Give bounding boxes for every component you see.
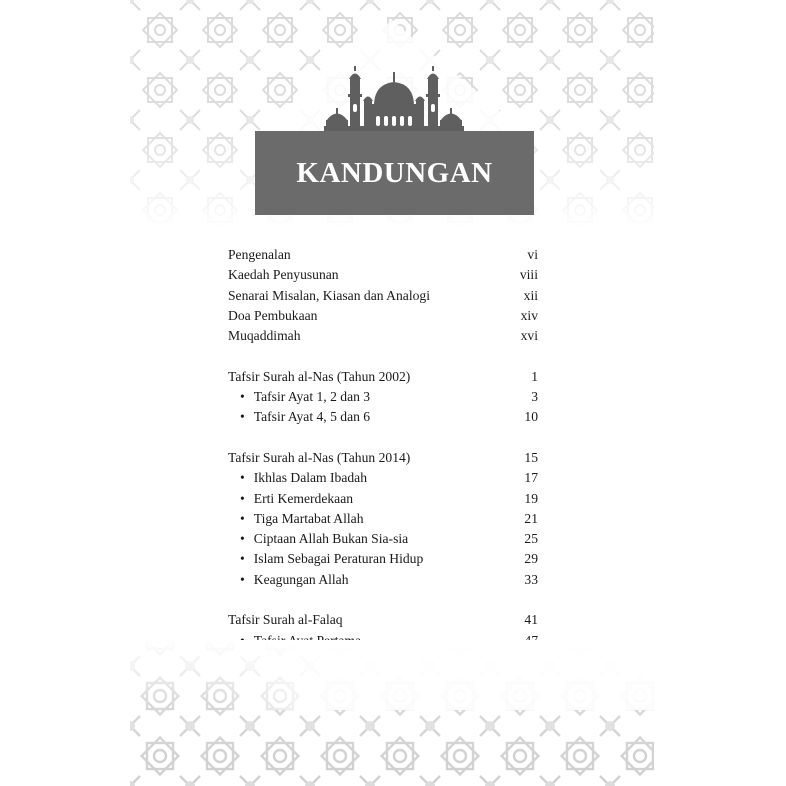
toc-subitem[interactable] [228,468,538,488]
toc-page-number: vi [527,247,538,262]
toc-section-entry[interactable] [228,367,538,387]
bullet-icon: • [240,389,245,405]
toc-page-number: 3 [531,389,538,405]
toc-entry[interactable] [228,245,538,265]
bullet-icon: • [240,510,245,526]
mosque-icon [324,64,464,136]
toc-entry-label: Pengenalan [228,247,291,262]
toc-page-number: 33 [524,571,538,587]
toc-item-label: Tafsir Ayat 1, 2 dan 3 [253,389,371,405]
toc-subitem[interactable] [228,509,538,529]
toc-entry-label: Doa Pembukaan [228,307,318,323]
bullet-icon: • [240,490,245,506]
toc-entry-label: Tafsir Surah al-Falaq [228,612,343,628]
toc-entry[interactable] [228,326,538,346]
toc-page-number: 17 [524,470,538,486]
toc-entry[interactable] [228,306,538,326]
title-banner [255,131,534,215]
toc-entry[interactable] [228,286,538,306]
toc-spacer [228,590,538,610]
table-of-contents [228,245,538,692]
toc-item-label-group [240,549,423,569]
toc-item-label-group [240,489,353,509]
toc-item-label: Erti Kemerdekaan [253,490,354,506]
toc-page-number: xvi [520,328,538,344]
toc-entry-label: Kaedah Penyusunan [228,267,339,283]
toc-subitem[interactable] [228,529,538,549]
toc-item-label: Ciptaan Allah Bukan Sia-sia [253,531,409,547]
toc-item-label-group [240,387,370,407]
toc-item-label: Ikhlas Dalam Ibadah [253,470,368,486]
toc-subitem[interactable] [228,489,538,509]
toc-item-label: Tafsir Ayat 4, 5 dan 6 [253,409,371,425]
toc-section-entry[interactable] [228,610,538,630]
toc-subitem[interactable] [228,549,538,569]
toc-entry-label: Muqaddimah [228,328,301,344]
toc-item-label-group [240,407,370,427]
toc-page-number: xii [523,287,538,303]
bullet-icon: • [240,531,245,547]
toc-section-entry[interactable] [228,448,538,468]
toc-entry-label: Tafsir Surah al-Nas (Tahun 2002) [228,368,411,384]
toc-entry-label: Tafsir Surah al-Nas (Tahun 2014) [228,449,411,465]
toc-item-label: Islam Sebagai Peraturan Hidup [253,551,424,567]
toc-item-label-group [240,570,349,590]
bullet-icon: • [240,571,245,587]
bullet-icon: • [240,409,245,425]
toc-item-label-group [240,468,367,488]
bottom-ornament-pattern [130,640,654,786]
toc-page-number: 21 [524,510,538,526]
toc-page-number: 19 [524,490,538,506]
toc-subitem[interactable] [228,407,538,427]
toc-subitem[interactable] [228,570,538,590]
toc-page-number: 10 [524,409,538,425]
toc-subitem[interactable] [228,387,538,407]
toc-page-number: 15 [524,449,538,465]
toc-entry-label: Senarai Misalan, Kiasan dan Analogi [228,287,430,303]
toc-page-number: 41 [524,612,538,628]
toc-spacer [228,346,538,366]
toc-spacer [228,428,538,448]
book-page [130,0,654,786]
toc-item-label-group [240,529,408,549]
toc-page-number: 25 [524,531,538,547]
page-title: KANDUNGAN [296,156,493,189]
toc-page-number: 29 [524,551,538,567]
toc-item-label-group [240,509,364,529]
bullet-icon: • [240,470,245,486]
toc-item-label: Keagungan Allah [253,571,349,587]
toc-page-number: viii [519,267,538,283]
toc-entry[interactable] [228,265,538,285]
bullet-icon: • [240,551,245,567]
toc-item-label: Tiga Martabat Allah [253,510,364,526]
toc-page-number: xiv [520,307,538,323]
toc-page-number: 1 [531,368,538,384]
